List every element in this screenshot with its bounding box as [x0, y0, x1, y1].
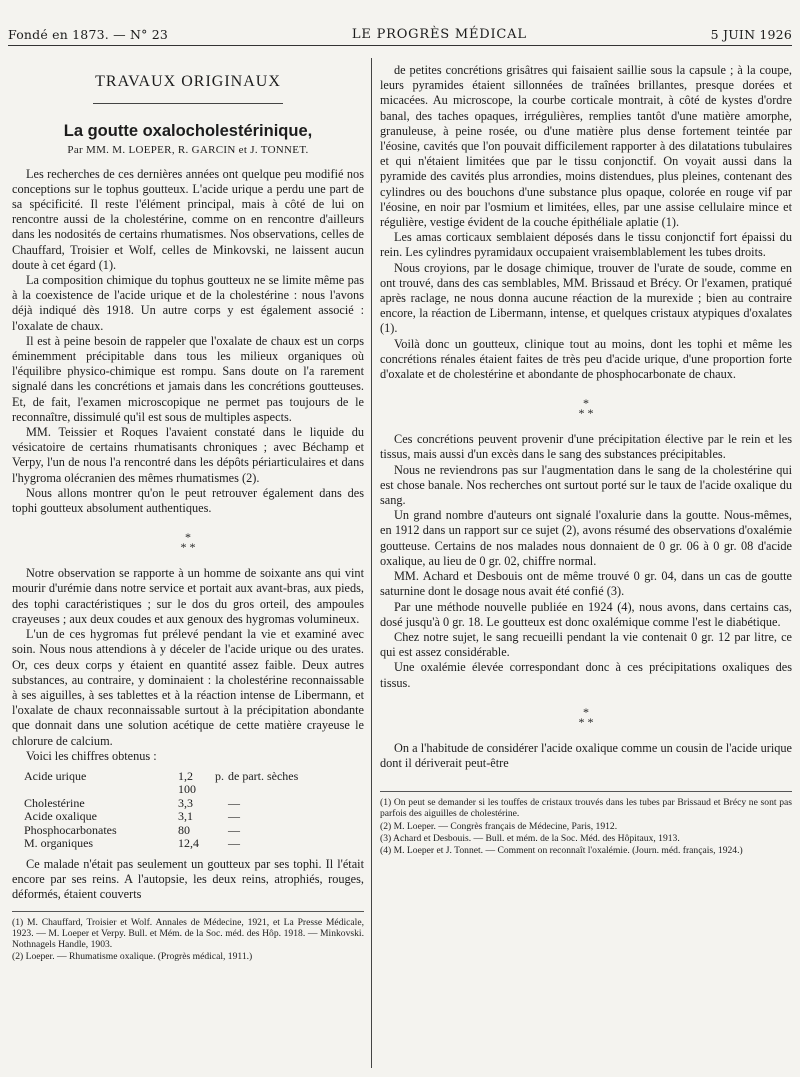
paragraph: L'un de ces hygromas fut prélevé pendant la vie et examiné avec soin. Nous nous attendions à y déceler de l'acide urique ou des urates. Or, ces deux corps y étaient en quantité assez faible. Deux autres substances, au contraire, y dominaient : la cholestérine reconnaissable à ses aiguilles, à ses tablettes et à la réaction intense de Libermann, et l'oxalate de chaux reconnaissable surtout à la précipitation abondante que donnait dans une solution acétique de cette matière crayeuse le chlorure de calcium.: [12, 627, 364, 748]
table-row: [24, 770, 302, 797]
asterism: * * *: [578, 704, 594, 729]
footnote: (2) Loeper. — Rhumatisme oxalique. (Progrès médical, 1911.): [12, 951, 253, 963]
footnote: (1) On peut se demander si les touffes de cristaux trouvés dans les tubes par Brissaud et Brécy ne sont pas parfois des aiguilles de cholestérine.: [380, 797, 792, 820]
paragraph: MM. Achard et Desbouis ont de même trouvé 0 gr. 04, dans un cas de goutte saturnine dont le dosage nous avait été confié (3).: [380, 569, 792, 599]
table-cell: —: [228, 795, 240, 810]
paragraph: Chez notre sujet, le sang recueilli pendant la vie contenait 0 gr. 12 par litre, ce qui est assez considérable.: [380, 629, 792, 660]
paragraph: Ces concrétions peuvent provenir d'une précipitation élective par le rein et les tissus, mais aussi d'un excès dans le sang des substances précipitables.: [380, 432, 792, 462]
table-cell: M. organiques: [24, 836, 94, 851]
table-cell: 12,4: [178, 836, 199, 851]
paragraph: Nous allons montrer qu'on le peut retrouver également dans des tophi goutteux absolument authentiques.: [12, 485, 364, 516]
footnote-rule: [12, 911, 364, 912]
section-heading: TRAVAUX ORIGINAUX: [95, 73, 281, 90]
right-column: [380, 63, 792, 857]
table-cell: 3,3: [178, 795, 193, 810]
paragraph: Il est à peine besoin de rappeler que l'oxalate de chaux est un corps éminemment précipitable dans tous les milieux organiques où l'équilibre physico-chimique est rompu. Sans doute on l'a rarement signalé dans les concrétions et jamais dans les concrétions goutteuses. Et, de fait, l'examen microscopique ne permet pas toujours de le reconnaître, dissimulé qu'il est sous de multiples aspects.: [12, 333, 364, 424]
table-cell: Acide urique: [24, 768, 87, 783]
table-cell: 80: [178, 822, 190, 837]
left-column: [12, 60, 364, 963]
footnote: (2) M. Loeper. — Congrès français de Médecine, Paris, 1912.: [380, 820, 618, 832]
table-cell: Cholestérine: [24, 795, 85, 810]
table-cell: 3,1: [178, 809, 193, 824]
table-row: [24, 824, 302, 838]
header-founded: Fondé en 1873. — N° 23: [8, 27, 169, 42]
table-row: [24, 837, 302, 851]
article-title: La goutte oxalocholestérinique,: [63, 122, 313, 141]
column-divider: [371, 58, 372, 1068]
paragraph: Ce malade n'était pas seulement un goutteux par ses tophi. Il l'était encore par ses reins. A l'autopsie, les deux reins, atrophiés, rouges, déformés, étaient couverts: [12, 856, 364, 902]
issue-date: 5 JUIN 1926: [710, 27, 792, 42]
paragraph: Voilà donc un goutteux, clinique tout au moins, dont les tophi et même les concrétions rénales étaient faites de très peu d'acide urique, d'une proportion forte d'oxalate et de cholestérine et abondante de phosphocarbonate de chaux.: [380, 336, 792, 382]
table-cell: —: [228, 836, 240, 851]
journal-name: LE PROGRÈS MÉDICAL: [351, 27, 527, 42]
section-rule: [93, 103, 283, 104]
paragraph: Nous ne reviendrons pas sur l'augmentation dans le sang de la cholestérine qui est chose banale. Nos recherches ont surtout porté sur le taux de l'acide oxalique du sang.: [380, 462, 792, 508]
footnote: (3) Achard et Desbouis. — Bull. et mém. de la Soc. Méd. des Hôpitaux, 1913.: [380, 832, 680, 844]
paragraph: Les recherches de ces dernières années ont quelque peu modifié nos conceptions sur le tophus goutteux. L'acide urique a perdu une part de sa spécificité. Il reste l'élément principal, mais à côté de lui on rencontre aussi de la cholestérine, comme on en rencontre d'ailleurs dans les nodosités de certains rhumatismes. Nos observations, celles de Chauffard, Troisier et Wolf, celles de Minkovski, ne laissent aucun doute à cet égard (1).: [12, 166, 364, 272]
asterism: * * *: [578, 396, 594, 421]
paragraph: Nous croyions, par le dosage chimique, trouver de l'urate de soude, comme en ont trouvé, dans des cas semblables, MM. Brissaud et Brécy. Or l'examen, pratiqué après raclage, ne nous donna aucune réaction de la murexide ; bien au contraire encore, la réaction de Libermann, intense, et quelques cristaux atypiques d'oxalates (1).: [380, 260, 792, 336]
table-cell: 1,2 p. 100: [178, 768, 224, 797]
table-cell: —: [228, 809, 240, 824]
paragraph: Les amas corticaux semblaient déposés dans le tissu conjonctif fort épaissi du rein. Les cylindres pyramidaux occupaient vraisemblablement les tubes droits.: [380, 230, 792, 260]
paragraph: MM. Teissier et Roques l'avaient constaté dans le liquide du vésicatoire de certains rhumatisants chroniques ; avec Béchamp et Verpy, l'un de nous l'a rencontré dans les dépôts périarticulaires et dans l'hygroma olécranien des mêmes rhumatismes (2).: [12, 425, 364, 485]
paragraph: On a l'habitude de considérer l'acide oxalique comme un cousin de l'acide urique dont il dériverait peut-être: [380, 740, 792, 770]
footnote: (4) M. Loeper et J. Tonnet. — Comment on reconnaît l'oxalémie. (Journ. méd. français, 1924.): [380, 844, 743, 856]
running-header: [8, 22, 792, 42]
paragraph: Voici les chiffres obtenus :: [26, 748, 157, 763]
composition-table: [24, 770, 302, 851]
table-row: [24, 810, 302, 824]
table-cell: de part. sèches: [228, 768, 299, 783]
paragraph: Une oxalémie élevée correspondant donc à ces précipitations oxaliques des tissus.: [380, 660, 792, 690]
paragraph: Un grand nombre d'auteurs ont signalé l'oxalurie dans la goutte. Nous-mêmes, en 1912 dans un rapport sur ce sujet (2), avons résumé des observations d'oxalémie goutteuse. Certains de nos malades nous donnaient de 0 gr. 06 à 0 gr. 08 d'acide oxalique, au lieu de 0 gr. 02, chiffre normal.: [380, 508, 792, 568]
paragraph: de petites concrétions grisâtres qui faisaient saillie sous la capsule ; à la coupe, leurs pyramides étaient sillonnées de traînées brillantes, presque dorées et micacées. Au microscope, la courbe corticale montrait, à côté de kystes d'ordre banal, des taches opaques, irrégulières, remplies tantôt d'une matière amorphe, granuleuse, à peine rosée, ou d'une matière plus dense fortement teintée par l'éosine, cavités que l'on pouvait difficilement rapporter à des dilatations tubulaires et qui n'étaient limitées que par le tissu conjonctif. On voyait aussi dans la pyramide des cavités plus arrondies, moins distendues, plus pleines, contenant des cylindres ou des bouchons d'une substance plus opaque, colorée en rouge vif par l'éosine, en noir par l'osmium et limitées, elles, par une assise cellulaire mince et régulière, vestige évident de la couche épithéliale aplatie (1).: [380, 63, 792, 230]
table-row: [24, 797, 302, 811]
article-authors: Par MM. M. LOEPER, R. GARCIN et J. TONNET.: [67, 144, 309, 157]
table-cell: —: [228, 822, 240, 837]
footnote: (1) M. Chauffard, Troisier et Wolf. Annales de Médecine, 1921, et La Presse Médicale, 1923. — M. Loeper et Verpy. Bull. et Mém. de la Soc. méd. des Hôp. 1918. — Minkovski. Nothnagels Handle, 1903.: [12, 916, 364, 950]
paragraph: Par une méthode nouvelle publiée en 1924 (4), nous avons, dans certains cas, dosé jusqu'à 0 gr. 18. Le goutteux est donc oxalémique comme l'est le diabétique.: [380, 599, 792, 629]
table-cell: Acide oxalique: [24, 809, 97, 824]
footnote-rule: [380, 791, 792, 792]
header-rule: [8, 45, 792, 46]
table-cell: Phosphocarbonates: [24, 822, 117, 837]
paragraph: Notre observation se rapporte à un homme de soixante ans qui vint mourir d'urémie dans notre service et portait aux avant-bras, aux pieds, des tophi caractéristiques ; sur le dos du gros orteil, des ampoules crayeuses ; aux deux coudes et aux genoux des hygromas volumineux.: [12, 566, 364, 626]
paragraph: La composition chimique du tophus goutteux ne se limite même pas à la coexistence de l'acide urique et de la cholestérine : nous l'avons déjà indiqué dès 1918. Un autre corps y est également associé : l'oxalate de chaux.: [12, 273, 364, 333]
asterism: * * *: [180, 530, 196, 555]
